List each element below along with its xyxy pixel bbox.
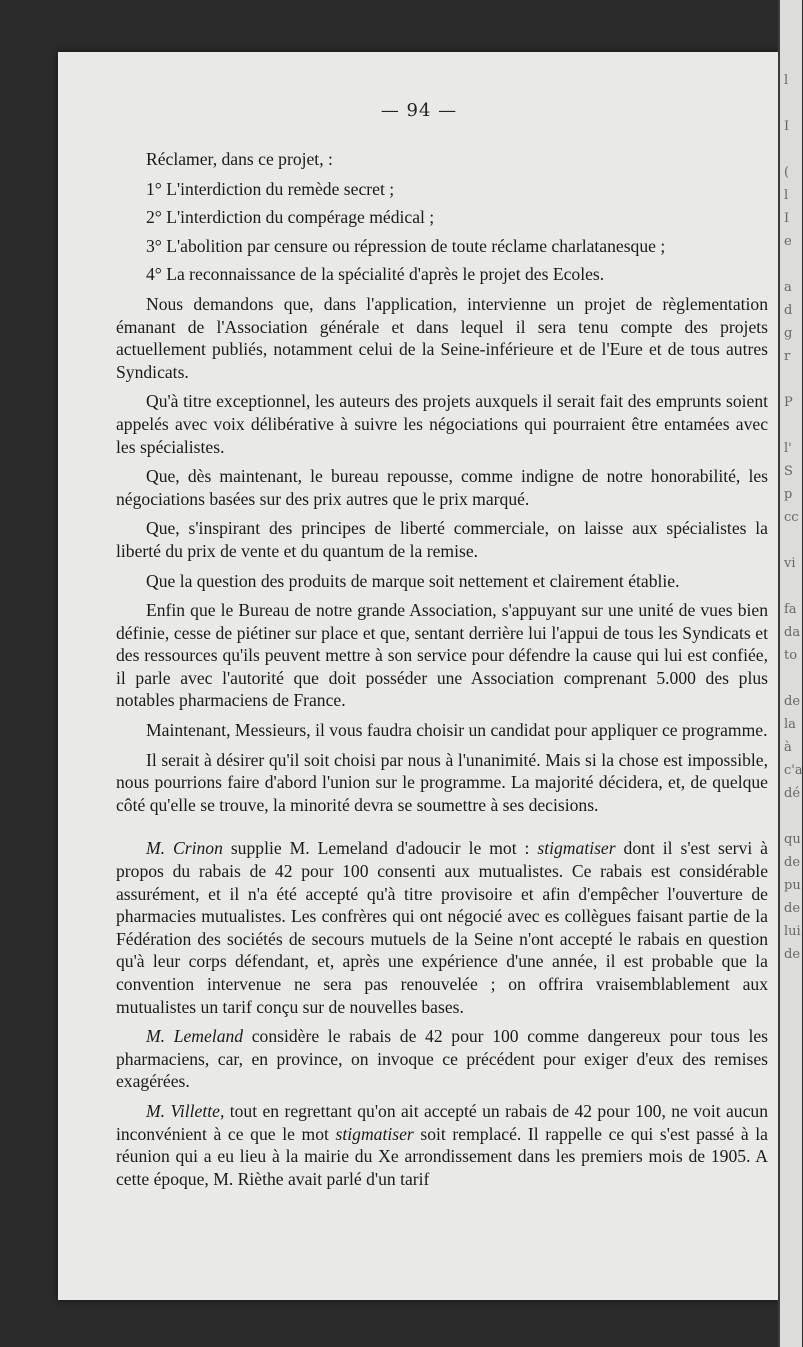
bleed-fragment <box>780 529 802 552</box>
list-item: 1° L'interdiction du remède secret ; <box>146 178 395 199</box>
bleed-fragment: l <box>784 73 789 88</box>
speech-text: dont il s'est servi à propos du rabais de 42 pour 100 consenti aux mutualistes. Ce rabais est considérable assurément, et il n'a été accepté qu'à titre provisoire et afin d'empêcher l'ouverture de pharmacies mutualistes. Les confrères qui ont négocié avec es collègues faisant partie de la Fédération des sociétés de secours mutuels de la Seine n'ont accepté le rabais en question qu'à leur corps défendant, et, après une expérience d'une année, il est probable que la convention intervenue ne sera pas renouvelée ; on offrira vraisemblablement aux mutualistes un tarif conçu sur de nouvelles bases. <box>116 838 768 1017</box>
paragraph: Nous demandons que, dans l'application, intervienne un projet de règlementation émanant de l'Association générale et dans lequel il sera tenu compte des projets actuellement publiés, notamment celui de la Seine-inférieure et de l'Eure et de tous autres Syndicats. <box>116 293 768 382</box>
speaker-name: M. Crinon <box>146 838 223 859</box>
speaker-name: M. Villette, <box>146 1100 225 1121</box>
bleed-fragment: dé <box>784 786 801 801</box>
page-number: — 94 — <box>380 100 458 121</box>
bleed-fragment: P <box>784 395 793 410</box>
paragraph: Il serait à désirer qu'il soit choisi par nous à l'unanimité. Mais si la chose est impossible, nous pourrions faire d'abord l'union sur le programme. La majorité décidera, et, de quelque côté qu'elle se trouve, la minorité devra se soumettre à ses decisions. <box>116 749 768 815</box>
bleed-fragment: p <box>784 487 793 502</box>
bleed-fragment: fa <box>784 602 797 617</box>
bleed-fragment: a <box>784 280 792 295</box>
bleed-fragment: c'a <box>784 763 803 778</box>
quoted-term: stigmatiser <box>537 838 616 859</box>
bleed-fragment: I <box>784 211 790 226</box>
bleed-fragment: de <box>784 947 801 962</box>
body-text <box>116 148 768 1197</box>
intro-line: Réclamer, dans ce projet, : <box>146 149 333 169</box>
bleed-fragment <box>780 368 802 391</box>
bleed-fragment: r <box>784 349 791 364</box>
speech-text: tout en regrettant qu'on ait accepté un rabais de 42 pour 100, ne voit aucun inconvénient à ce que le mot <box>116 1100 768 1144</box>
bleed-fragment: I <box>784 119 790 134</box>
bleed-fragment <box>780 92 802 115</box>
bleed-fragment <box>780 23 802 46</box>
list-item: 4° La reconnaissance de la spécialité d'après le projet des Ecoles. <box>146 264 605 285</box>
bleed-fragment: de <box>784 901 801 916</box>
bleed-fragment: to <box>784 648 798 663</box>
bleed-fragment: la <box>784 717 796 732</box>
bleed-fragment <box>780 667 802 690</box>
bleed-fragment <box>780 805 802 828</box>
speech-text: soit remplacé. Il rappelle ce qui s'est passé à la réunion qui a eu lieu à la mairie du Xe arrondissement dans les premiers mois de 1905. A cette époque, M. Rièthe avait parlé d'un tarif <box>116 1123 768 1189</box>
adjacent-page-edge <box>778 0 802 1347</box>
bleed-fragment: l' <box>784 441 792 456</box>
bleed-fragment: l <box>784 188 789 203</box>
speech-text: supplie M. Lemeland d'adoucir le mot : <box>222 838 538 859</box>
quoted-term: stigmatiser <box>335 1123 414 1144</box>
bleed-fragment: à <box>784 740 792 755</box>
speaker-name: M. Lemeland <box>146 1026 244 1047</box>
document-page <box>58 52 780 1300</box>
bleed-fragment <box>780 138 802 161</box>
debate-paragraph-crinon <box>116 837 768 1018</box>
bleed-fragment: e <box>784 234 792 249</box>
paragraph: Que la question des produits de marque soit nettement et clairement établie. <box>146 570 680 591</box>
bleed-fragment <box>780 0 802 23</box>
paragraph: Que, s'inspirant des principes de liberté commerciale, on laisse aux spécialistes la liberté du prix de vente et du quantum de la remise. <box>116 518 768 561</box>
bleed-fragment: de <box>784 694 801 709</box>
bleed-fragment <box>780 414 802 437</box>
paragraph: Enfin que le Bureau de notre grande Association, s'appuyant sur une unité de vues bien définie, cesse de piétiner sur place et que, sentant derrière lui l'appui de tous les Syndicats et des ressources qu'ils peuvent mettre à son service pour défendre la cause qui lui est confiée, il parle avec l'autorité que doit posséder une Association comprenant 5.000 des plus notables pharmaciens de France. <box>116 600 768 711</box>
speech-text: considère le rabais de 42 pour 100 comme dangereux pour tous les pharmaciens, car, en province, on invoque ce précédent pour exiger d'eux des remises exagérées. <box>116 1026 768 1092</box>
bleed-fragment <box>780 46 802 69</box>
paragraph: Que, dès maintenant, le bureau repousse, comme indigne de notre honorabilité, les négociations basées sur des prix autres que le prix marqué. <box>116 466 768 509</box>
bleed-fragment: S <box>784 464 793 479</box>
bleed-fragment: qu <box>784 832 801 847</box>
bleed-fragment: d <box>784 303 793 318</box>
debate-paragraph-lemeland <box>116 1025 768 1093</box>
paragraph: Maintenant, Messieurs, il vous faudra choisir un candidat pour appliquer ce programme. <box>146 720 768 741</box>
bleed-fragment: lui <box>784 924 801 939</box>
bleed-fragment: cc <box>784 510 799 525</box>
debate-paragraph-villette <box>116 1100 768 1190</box>
bleed-fragment: de <box>784 855 801 870</box>
bleed-fragment: pu <box>784 878 801 893</box>
bleed-fragment: g <box>784 326 793 341</box>
list-item: 2° L'interdiction du compérage médical ; <box>146 207 435 228</box>
bleed-fragment <box>780 575 802 598</box>
bleed-fragment: vi <box>784 556 796 571</box>
list-item: 3° L'abolition par censure ou répression de toute réclame charlatanesque ; <box>146 235 666 256</box>
bleed-fragment: ( <box>784 165 790 180</box>
bleed-fragment: da <box>784 625 801 640</box>
demands-list <box>146 178 768 286</box>
bleed-fragment <box>780 253 802 276</box>
paragraph: Qu'à titre exceptionnel, les auteurs des projets auxquels il serait fait des emprunts soient appelés avec voix délibérative à suivre les négociations qui pourraient être entamées avec les spécialistes. <box>116 391 768 457</box>
